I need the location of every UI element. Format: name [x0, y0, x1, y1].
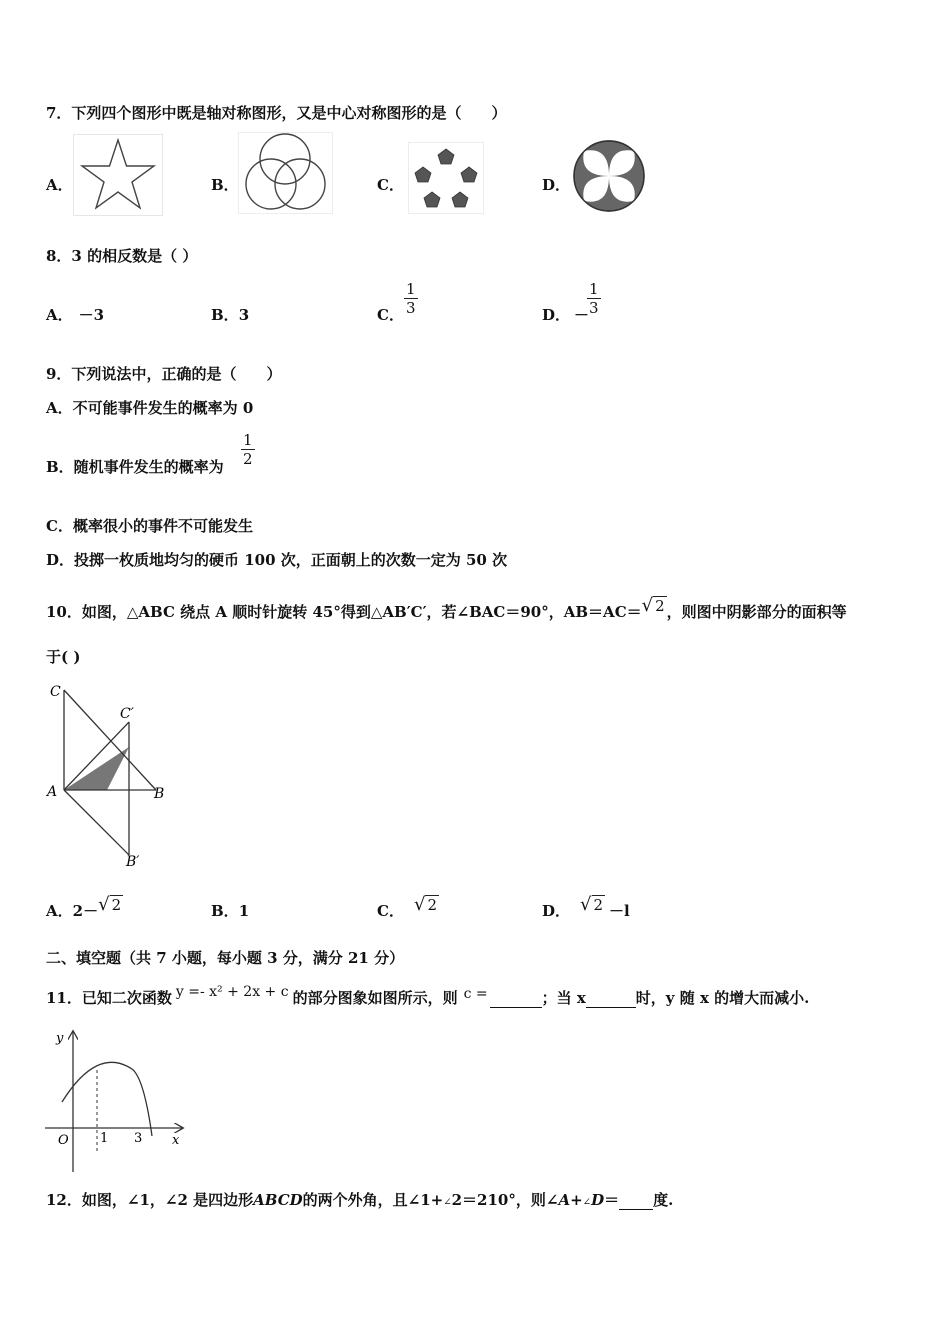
q11-blank-c[interactable]	[490, 989, 542, 1008]
q10-option-d-suffix: －l	[609, 902, 630, 920]
q8-option-b-value: 3	[238, 306, 250, 324]
q8-option-a-value: －3	[78, 306, 105, 324]
q11-stem	[46, 984, 809, 1008]
q10-option-c-label: C．	[377, 902, 404, 920]
q8-option-a	[46, 304, 104, 325]
q11-stem-part2: 的部分图象如图所示，则	[292, 989, 458, 1007]
q7-option-d-label: D．	[542, 176, 571, 194]
q9-b-numerator: 1	[243, 431, 253, 449]
q8-option-d-fraction	[587, 280, 601, 317]
q11-stem-part4: 时，y 随 x 的增大而减小.	[635, 989, 810, 1007]
q10-option-b-label: B．	[211, 902, 239, 920]
q10-option-a-sqrt: √ 2	[98, 894, 122, 915]
q10-option-c	[377, 894, 439, 921]
graph-label-origin: O	[58, 1133, 69, 1148]
q10-option-d-sqrt: √ 2	[580, 894, 604, 915]
q8-option-b	[211, 304, 249, 325]
q8-d-numerator: 1	[589, 280, 599, 298]
q8-c-denominator: 3	[406, 299, 416, 317]
q10-option-c-sqrt: √ 2	[413, 894, 437, 915]
q10-option-a-prefix: 2－	[72, 902, 99, 920]
fig10-label-b-prime: B′	[126, 854, 140, 870]
graph-label-3: 3	[134, 1131, 143, 1146]
q10-option-d	[542, 894, 630, 921]
q12-stem-part4: ＝	[604, 1191, 620, 1209]
q9-option-c: C．概率很小的事件不可能发生	[46, 517, 253, 535]
fig10-label-c: C	[50, 684, 61, 700]
parabola-curve	[62, 1062, 152, 1136]
q12-stem	[46, 1189, 673, 1210]
rotated-triangle-figure	[44, 680, 174, 870]
graph-label-x: x	[172, 1133, 180, 1148]
q10-option-d-label: D．	[542, 902, 571, 920]
q10-option-a	[46, 894, 123, 921]
q12-small-angle-2: ∠	[582, 1197, 592, 1208]
q8-option-b-label: B．	[211, 306, 239, 324]
q9-option-b: B．随机事件发生的概率为	[46, 458, 224, 476]
fig10-label-b: B	[154, 786, 165, 802]
q10-option-b-value: 1	[238, 902, 250, 920]
q9-option-b-fraction	[241, 431, 255, 468]
q10-stem-sqrt: √ 2	[641, 595, 665, 616]
q11-blank-x[interactable]	[586, 989, 636, 1008]
graph-label-1: 1	[100, 1131, 109, 1146]
q12-stem-part5: 度.	[653, 1191, 674, 1209]
q12-stem-part3: 2＝210°，则∠	[451, 1191, 559, 1209]
section2-title: 二、填空题（共 7 小题，每小题 3 分，满分 21 分）	[46, 949, 405, 967]
q9-stem: 9．下列说法中，正确的是（ ）	[46, 365, 282, 383]
q8-option-c-fraction	[404, 280, 418, 317]
q10-stem-part1: 10．如图，△ABC 绕点 A 顺时针旋转 45°得到△AB′C′，若∠BAC＝90°，AB＝AC＝	[46, 603, 642, 621]
q10-option-a-label: A．	[46, 902, 73, 920]
q7-option-c-label: C．	[377, 176, 404, 194]
pentagon-ring-icon	[408, 142, 484, 214]
q9-b-denominator: 2	[243, 450, 253, 468]
parabola-graph	[40, 1026, 190, 1176]
q12-plus: +	[570, 1191, 583, 1209]
four-petal-circle-icon	[570, 138, 648, 214]
q8-d-denominator: 3	[589, 299, 599, 317]
q7-stem: 7．下列四个图形中既是轴对称图形，又是中心对称图形的是（ ）	[46, 104, 507, 122]
graph-label-y: y	[56, 1031, 64, 1046]
q11-function: y =- x² + 2x + c	[175, 984, 289, 1000]
star-icon	[73, 134, 163, 216]
q8-stem: 8．3 的相反数是（ ）	[46, 247, 198, 265]
q8-option-d-sign: －	[574, 306, 590, 324]
fig10-label-c-prime: C′	[120, 706, 134, 722]
q12-stem-part2: 的两个外角，且∠1+	[302, 1191, 444, 1209]
q12-small-angle-1: ∠	[443, 1197, 452, 1208]
q8-c-numerator: 1	[406, 280, 416, 298]
q9-option-a: A．不可能事件发生的概率为 0	[46, 399, 254, 417]
q7-option-a-label: A．	[46, 176, 73, 194]
q12-abcd: ABCD	[253, 1191, 303, 1209]
q10-stem-line1	[46, 595, 847, 622]
q10-stem-part2: ，则图中阴影部分的面积等	[666, 603, 847, 621]
three-circles-icon	[238, 132, 333, 214]
q10-stem-line2: 于( )	[46, 648, 81, 666]
q9-option-d: D．投掷一枚质地均匀的硬币 100 次，正面朝上的次数一定为 50 次	[46, 551, 508, 569]
q11-stem-part1: 11．已知二次函数	[46, 989, 172, 1007]
q12-stem-part1: 12．如图，∠1，∠2 是四边形	[46, 1191, 254, 1209]
q8-option-d-label: D．	[542, 306, 571, 324]
q7-option-b-label: B．	[211, 176, 239, 194]
q12-var-d: D	[591, 1191, 605, 1209]
q10-option-b	[211, 900, 249, 921]
fig10-label-a: A	[47, 784, 58, 800]
q12-var-a: A	[558, 1191, 571, 1209]
q11-stem-part3: ；当 x	[541, 989, 586, 1007]
q8-option-c-label: C．	[377, 306, 404, 324]
q11-c-equals: c =	[463, 986, 488, 1002]
q8-option-a-label: A．	[46, 306, 73, 324]
q12-blank[interactable]	[619, 1191, 653, 1210]
